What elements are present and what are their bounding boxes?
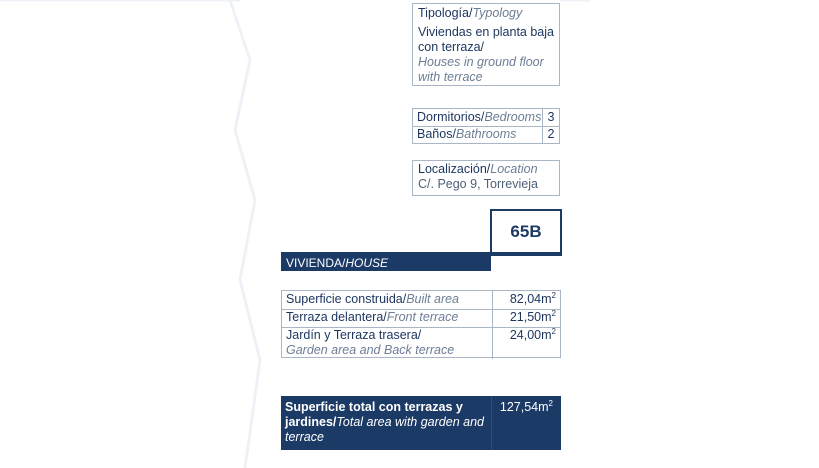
total-area-number: 127,54m — [499, 400, 549, 414]
front-terrace-label — [286, 310, 458, 325]
built-area-label-en: Built area — [406, 292, 460, 306]
front-terrace-label-es: Terraza delantera/ — [286, 310, 387, 324]
house-label-es: VIVIENDA/ — [286, 256, 346, 270]
garden-number: 24,00m — [509, 328, 552, 342]
built-area-number: 82,04m — [509, 292, 552, 306]
total-divider — [491, 396, 492, 450]
bathrooms-row — [413, 126, 559, 143]
typology-value-en: Houses in ground floor with terrace — [418, 55, 544, 84]
built-area-label-es: Superficie construida/ — [286, 292, 407, 306]
garden-label-es: Jardín y Terraza trasera/ — [286, 328, 422, 342]
front-terrace-row — [282, 309, 560, 328]
bedrooms-label — [417, 110, 541, 125]
bathrooms-value: 2 — [542, 126, 559, 143]
total-area-unit-sup: 2 — [548, 399, 553, 408]
typology-label-es: Tipología/ — [418, 6, 473, 20]
front-terrace-label-en: Front terrace — [386, 310, 459, 324]
bedrooms-value: 3 — [542, 109, 559, 126]
front-terrace-unit-sup: 2 — [551, 309, 556, 318]
bathrooms-label-en: Bathrooms — [455, 127, 517, 141]
location-box — [412, 160, 560, 196]
areas-table — [281, 290, 561, 358]
typology-label-en: Typology — [472, 6, 523, 20]
location-label-es: Localización/ — [418, 162, 491, 176]
typology-box — [412, 3, 560, 86]
bedrooms-row — [413, 109, 559, 127]
unit-code: 65B — [490, 209, 562, 255]
built-area-value — [510, 292, 556, 307]
bedrooms-label-es: Dormitorios/ — [417, 110, 485, 124]
built-area-row — [282, 291, 560, 310]
house-label-en: HOUSE — [345, 256, 389, 270]
total-area-box — [281, 396, 561, 450]
bedrooms-label-en: Bedrooms — [484, 110, 542, 124]
garden-row — [282, 327, 560, 359]
typology-heading — [418, 6, 554, 21]
garden-value — [510, 328, 556, 343]
total-area-label — [285, 400, 485, 445]
typology-value-es: Viviendas en planta baja con terraza/ — [418, 25, 554, 54]
front-terrace-value — [510, 310, 556, 325]
bathrooms-label-es: Baños/ — [417, 127, 456, 141]
front-terrace-number: 21,50m — [509, 310, 552, 324]
house-label — [281, 255, 491, 271]
total-area-label-es: Superficie total con terrazas y jardines/ — [285, 400, 463, 429]
garden-label-en: Garden area and Back terrace — [286, 343, 455, 357]
built-area-label — [286, 292, 459, 307]
total-area-label-en: Total area with garden and terrace — [285, 415, 484, 444]
built-area-unit-sup: 2 — [551, 291, 556, 300]
rooms-table — [412, 108, 560, 144]
garden-label — [286, 328, 454, 358]
bathrooms-label — [417, 127, 516, 142]
garden-unit-sup: 2 — [551, 327, 556, 336]
total-area-value — [500, 400, 553, 415]
location-label-en: Location — [490, 162, 538, 176]
location-heading — [418, 162, 554, 177]
location-address: C/. Pego 9, Torrevieja — [418, 177, 538, 191]
